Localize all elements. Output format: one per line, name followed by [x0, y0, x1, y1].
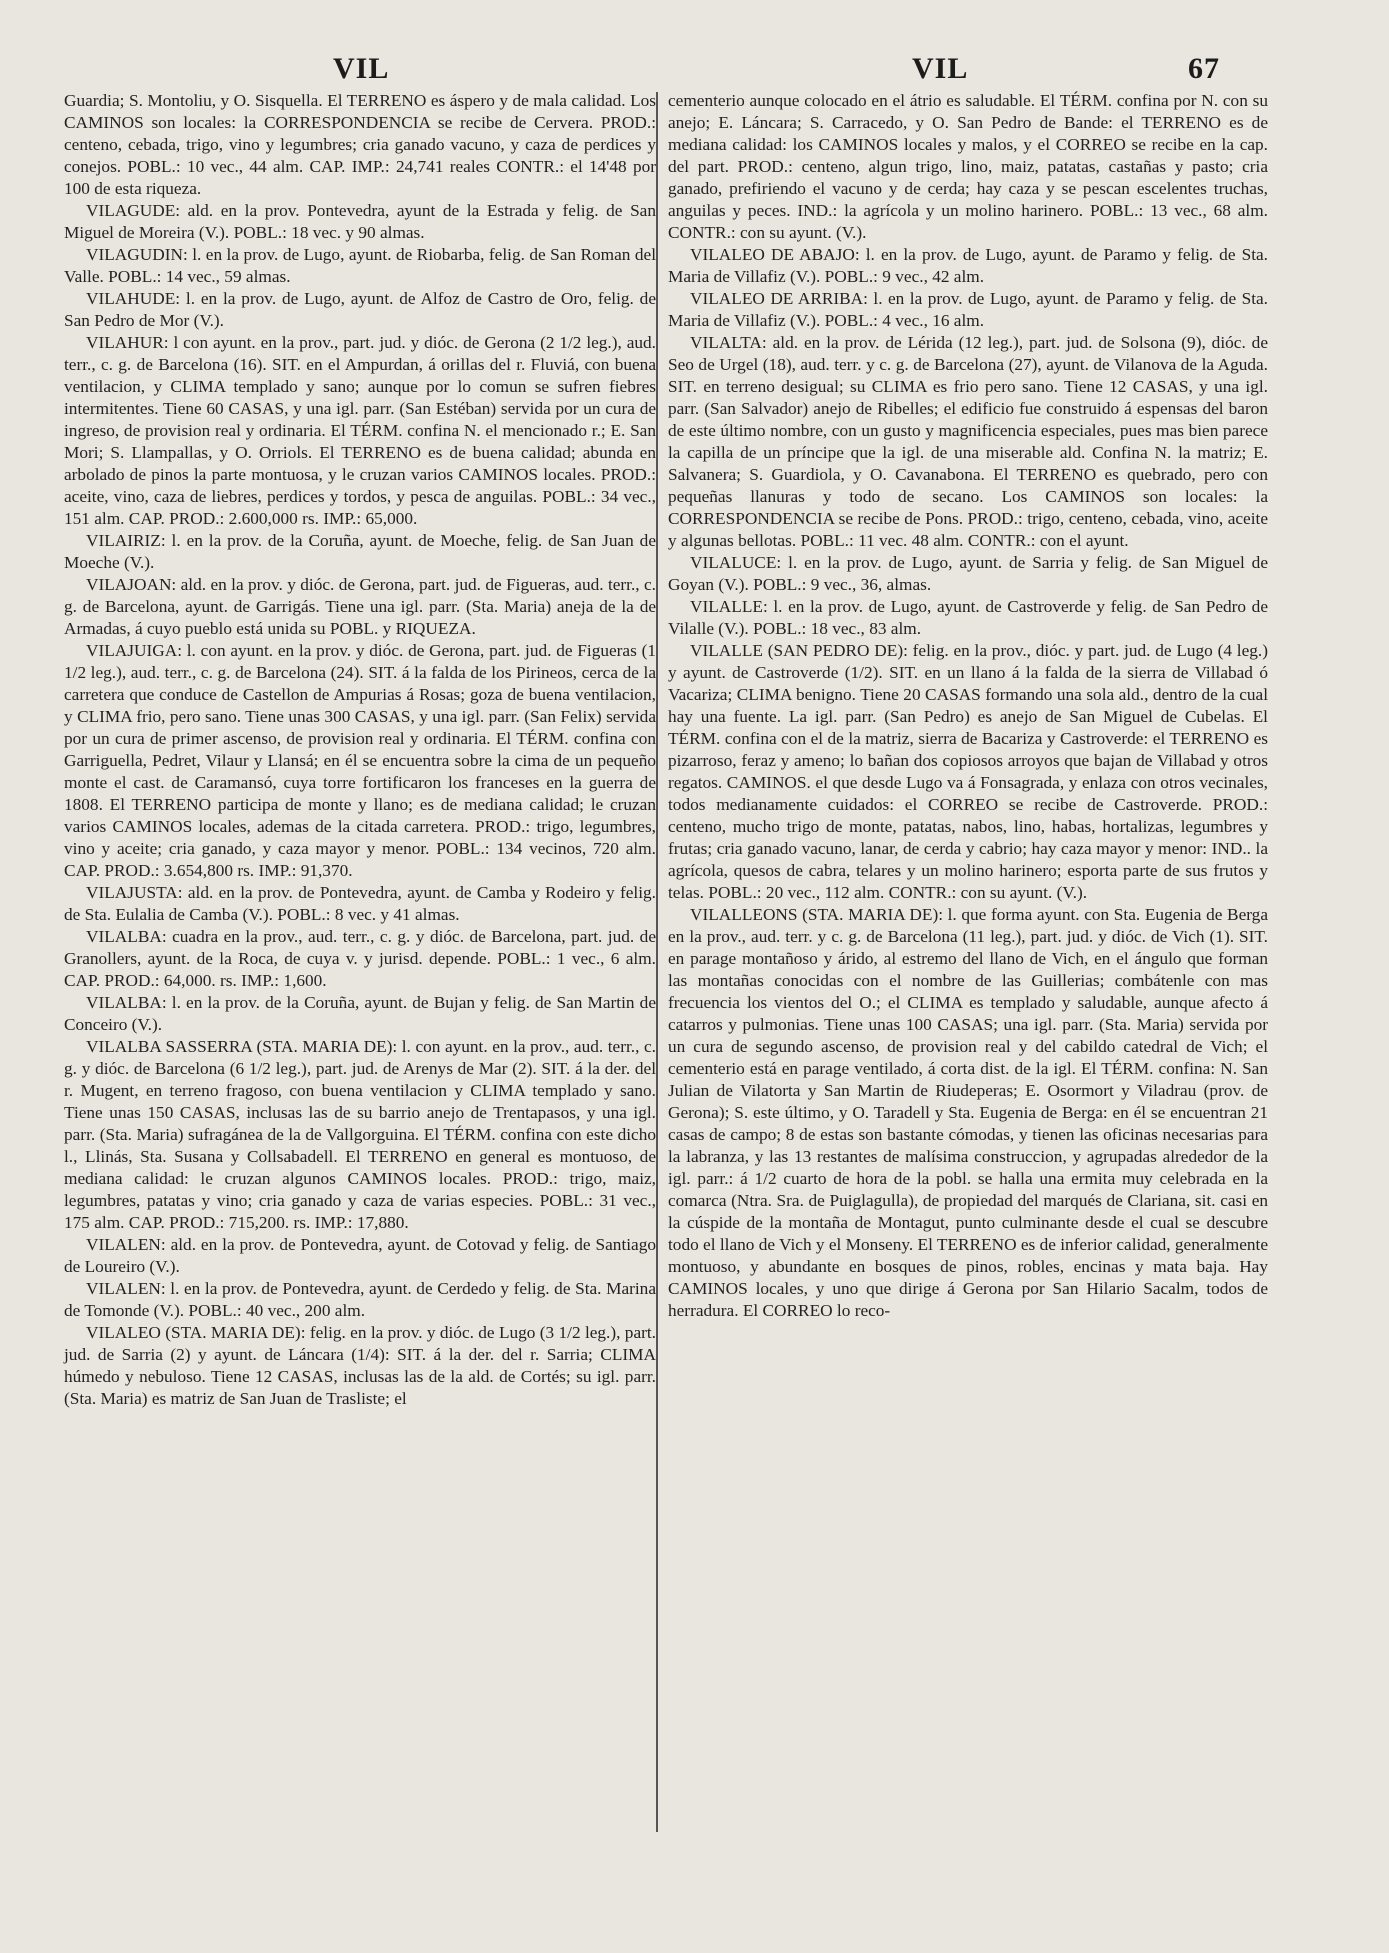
entry-paragraph: VILAJUIGA: l. con ayunt. en la prov. y dióc. de Gerona, part. jud. de Figueras (1 1/2 leg.), aud. terr., c. g. de Barcelona (24). SIT. á la falda de los Pirineos, cerca de la carretera que conduce de Castellon de Ampurias á Rosas; goza de buena ventilacion, y CLIMA frio, pero sano. Tiene unas 300 CASAS, y una igl. parr. (San Felix) servida por un cura de primer ascenso, de provision real y ordinaria. El TÉRM. confina con Garriguella, Pedret, Vilaur y Llansá; en él se encuentra sobre la cima de un pequeño monte el cast. de Caramansó, cuya torre fortificaron los franceses en la guerra de 1808. El TERRENO participa de monte y llano; es de mediana calidad; le cruzan varios CAMINOS locales, ademas de la citada carretera. PROD.: trigo, legumbres, vino y aceite; cria ganado, y caza mayor y menor. POBL.: 134 vecinos, 720 alm. CAP. PROD.: 3.654,800 rs. IMP.: 91,370.	[64, 641, 656, 880]
left-column	[64, 90, 656, 1410]
entry-paragraph: VILALLE: l. en la prov. de Lugo, ayunt. de Castroverde y felig. de San Pedro de Vilalle (V.). POBL.: 18 vec., 83 alm.	[668, 597, 1268, 638]
right-column	[668, 90, 1268, 1322]
entry-paragraph: VILALLEONS (STA. MARIA DE): l. que forma ayunt. con Sta. Eugenia de Berga en la prov., aud. terr. y c. g. de Barcelona (11 leg.), part. jud. y dióc. de Vich (1). SIT. en parage montañoso y árido, al estremo del llano de Vich, en el ángulo que forman las montañas conocidas con el nombre de las Guillerias; combátenle con mas frecuencia los vientos del O.; el CLIMA es templado y saludable, aunque afecto á catarros y pulmonias. Tiene unas 100 CASAS; una igl. parr. (Sta. Maria) servida por un cura de segundo ascenso, de provision real y del cabildo catedral de Vich; el cementerio está en parage ventilado, á corta dist. de la igl. El TÉRM. confina: N. San Julian de Vilatorta y San Martin de Riudeperas; E. Osormort y Viladrau (prov. de Gerona); S. este último, y O. Taradell y Sta. Eugenia de Berga: en él se encuentran 21 casas de campo; 8 de estas son bastante cómodas, y tienen las oficinas necesarias para la labranza, y las 13 restantes de malísima construccion, y agrupadas alrededor de la igl. parr.: á 1/2 cuarto de hora de la pobl. se halla una ermita muy celebrada en la comarca (Ntra. Sra. de Puiglagulla), de propiedad del marqués de Clariana, sit. casi en la cúspide de la montaña de Montagut, punto culminante desde el cual se descubre todo el llano de Vich y el Monseny. El TERRENO es de inferior calidad, generalmente montuoso, y abundante en bosques de pinos, robles, encinas y mata baja. Hay CAMINOS locales, y uno que dirige á Gerona por San Hilario Sacalm, todos de herradura. El CORREO lo reco-	[668, 905, 1268, 1320]
entry-paragraph: VILALEO (STA. MARIA DE): felig. en la prov. y dióc. de Lugo (3 1/2 leg.), part. jud. de Sarria (2) y ayunt. de Láncara (1/4): SIT. á la der. del r. Sarria; CLIMA húmedo y nebuloso. Tiene 12 CASAS, inclusas las de la ald. de Cortés; su igl. parr. (Sta. Maria) es matriz de San Juan de Trasliste; el	[64, 1323, 656, 1408]
entry-paragraph: VILALEN: l. en la prov. de Pontevedra, ayunt. de Cerdedo y felig. de Sta. Marina de Tomonde (V.). POBL.: 40 vec., 200 alm.	[64, 1279, 656, 1320]
entry-paragraph: VILAHUR: l con ayunt. en la prov., part. jud. y dióc. de Gerona (2 1/2 leg.), aud. terr., c. g. de Barcelona (16). SIT. en el Ampurdan, á orillas del r. Fluviá, con buena ventilacion, y CLIMA templado y sano; aunque por lo comun se sufren fiebres intermitentes. Tiene 60 CASAS, y una igl. parr. (San Estéban) servida por un cura de ingreso, de provision real y ordinaria. El TÉRM. confina N. el mencionado r.; E. San Mori; S. Llampallas, y O. Orriols. El TERRENO es de buena calidad; abunda en arbolado de pinos la parte montuosa, y le cruzan varios CAMINOS locales. PROD.: aceite, vino, caza de liebres, perdices y tordos, y pesca de anguilas. POBL.: 34 vec., 151 alm. CAP. PROD.: 2.600,000 rs. IMP.: 65,000.	[64, 333, 656, 528]
column-divider	[656, 92, 658, 1832]
entry-paragraph: Guardia; S. Montoliu, y O. Sisquella. El TERRENO es áspero y de mala calidad. Los CAMINOS son locales: la CORRESPONDENCIA se recibe de Cervera. PROD.: centeno, cebada, trigo, vino y legumbres; cria ganado vacuno, y caza de perdices y conejos. POBL.: 10 vec., 44 alm. CAP. IMP.: 24,741 reales CONTR.: el 14'48 por 100 de esta riqueza.	[64, 91, 656, 198]
entry-paragraph: VILALEN: ald. en la prov. de Pontevedra, ayunt. de Cotovad y felig. de Santiago de Loureiro (V.).	[64, 1235, 656, 1276]
entry-paragraph: VILAJUSTA: ald. en la prov. de Pontevedra, ayunt. de Camba y Rodeiro y felig. de Sta. Eulalia de Camba (V.). POBL.: 8 vec. y 41 almas.	[64, 883, 656, 924]
entry-paragraph: VILALEO DE ABAJO: l. en la prov. de Lugo, ayunt. de Paramo y felig. de Sta. Maria de Villafiz (V.). POBL.: 9 vec., 42 alm.	[668, 245, 1268, 286]
entry-paragraph: VILALLE (SAN PEDRO DE): felig. en la prov., dióc. y part. jud. de Lugo (4 leg.) y ayunt. de Castroverde (1/2). SIT. en un llano á la falda de la sierra de Villabad ó Vacariza; CLIMA benigno. Tiene 20 CASAS formando una sola ald., dentro de la cual hay una fuente. La igl. parr. (San Pedro) es anejo de San Miguel de Cubelas. El TÉRM. confina con el de la matriz, sierra de Bacariza y Castroverde: el TERRENO es pizarroso, feraz y ameno; lo bañan dos copiosos arroyos que bajan de Villabad y otros regatos. CAMINOS. el que desde Lugo va á Fonsagrada, y enlaza con otros vecinales, todos medianamente cuidados: el CORREO se recibe de Castroverde. PROD.: centeno, mucho trigo de monte, patatas, nabos, lino, habas, hortalizas, legumbres y frutas; cria ganado vacuno, lanar, de cerda y cabrio; hay caza mayor y menor: IND.. la agrícola, quesos de cabra, telares y un molino harinero; esporta parte de sus frutos y telas. POBL.: 20 vec., 112 alm. CONTR.: con su ayunt. (V.).	[668, 641, 1268, 902]
entry-paragraph: cementerio aunque colocado en el átrio es saludable. El TÉRM. confina por N. con su anejo; E. Láncara; S. Carracedo, y O. San Pedro de Bande: el TERRENO es de mediana calidad: los CAMINOS locales y malos, y el CORREO se recibe en la cap. del part. PROD.: centeno, algun trigo, lino, maiz, patatas, castañas y pasto; cria ganado, prefiriendo el vacuno y de cerda; hay caza y se pescan escelentes truchas, anguilas y peces. IND.: la agrícola y un molino harinero. POBL.: 13 vec., 68 alm. CONTR.: con su ayunt. (V.).	[668, 91, 1268, 242]
entry-paragraph: VILAHUDE: l. en la prov. de Lugo, ayunt. de Alfoz de Castro de Oro, felig. de San Pedro de Mor (V.).	[64, 289, 656, 330]
entry-paragraph: VILAGUDIN: l. en la prov. de Lugo, ayunt. de Riobarba, felig. de San Roman del Valle. POBL.: 14 vec., 59 almas.	[64, 245, 656, 286]
entry-paragraph: VILALTA: ald. en la prov. de Lérida (12 leg.), part. jud. de Solsona (9), dióc. de Seo de Urgel (18), aud. terr. y c. g. de Barcelona (27), ayunt. de Vilanova de la Aguda. SIT. en terreno desigual; su CLIMA es frio pero sano. Tiene 12 CASAS, y una igl. parr. (San Salvador) anejo de Ribelles; el edificio fue construido á espensas del baron de este último nombre, con un gusto y magnificencia especiales, pues mas bien parece la capilla de un príncipe que la igl. de una miserable ald. Confina N. la matriz; E. Salvanera; S. Guardiola, y O. Cavanabona. El TERRENO es quebrado, pero con pequeñas llanuras y todo de secano. Los CAMINOS son locales: la CORRESPONDENCIA se recibe de Pons. PROD.: trigo, centeno, cebada, vino, aceite y algunas bellotas. POBL.: 11 vec. 48 alm. CONTR.: con el ayunt.	[668, 333, 1268, 550]
entry-paragraph: VILALBA SASSERRA (STA. MARIA DE): l. con ayunt. en la prov., aud. terr., c. g. y dióc. de Barcelona (6 1/2 leg.), part. jud. de Arenys de Mar (2). SIT. á la der. del r. Mugent, en terreno fragoso, con buena ventilacion y CLIMA templado y sano. Tiene unas 150 CASAS, inclusas las de su barrio anejo de Trentapasos, y una igl. parr. (Sta. Maria) sufragánea de la de Vallgorguina. El TÉRM. confina con este dicho l., Llinás, Sta. Susana y Collsabadell. El TERRENO en general es montuoso, de mediana calidad: le cruzan algunos CAMINOS locales. PROD.: trigo, maiz, legumbres, patatas y vino; cria ganado y caza de varias especies. POBL.: 31 vec., 175 alm. CAP. PROD.: 715,200. rs. IMP.: 17,880.	[64, 1037, 656, 1232]
entry-paragraph: VILALUCE: l. en la prov. de Lugo, ayunt. de Sarria y felig. de San Miguel de Goyan (V.). POBL.: 9 vec., 36, almas.	[668, 553, 1268, 594]
entry-paragraph: VILAJOAN: ald. en la prov. y dióc. de Gerona, part. jud. de Figueras, aud. terr., c. g. de Barcelona, ayunt. de Garrigás. Tiene una igl. parr. (Sta. Maria) aneja de la de Armadas, á cuyo pueblo está unida su POBL. y RIQUEZA.	[64, 575, 656, 638]
entry-paragraph: VILALBA: cuadra en la prov., aud. terr., c. g. y dióc. de Barcelona, part. jud. de Granollers, ayunt. de la Roca, de cuya v. y jurisd. depende. POBL.: 1 vec., 6 alm. CAP. PROD.: 64,000. rs. IMP.: 1,600.	[64, 927, 656, 990]
entry-paragraph: VILALEO DE ARRIBA: l. en la prov. de Lugo, ayunt. de Paramo y felig. de Sta. Maria de Villafiz (V.). POBL.: 4 vec., 16 alm.	[668, 289, 1268, 330]
entry-paragraph: VILAIRIZ: l. en la prov. de la Coruña, ayunt. de Moeche, felig. de San Juan de Moeche (V.).	[64, 531, 656, 572]
running-head-right: VIL	[912, 52, 969, 85]
entry-paragraph: VILALBA: l. en la prov. de la Coruña, ayunt. de Bujan y felig. de San Martin de Conceiro (V.).	[64, 993, 656, 1034]
page-number: 67	[1188, 52, 1220, 85]
entry-paragraph: VILAGUDE: ald. en la prov. Pontevedra, ayunt de la Estrada y felig. de San Miguel de Moreira (V.). POBL.: 18 vec. y 90 almas.	[64, 201, 656, 242]
running-head-left: VIL	[333, 52, 390, 85]
